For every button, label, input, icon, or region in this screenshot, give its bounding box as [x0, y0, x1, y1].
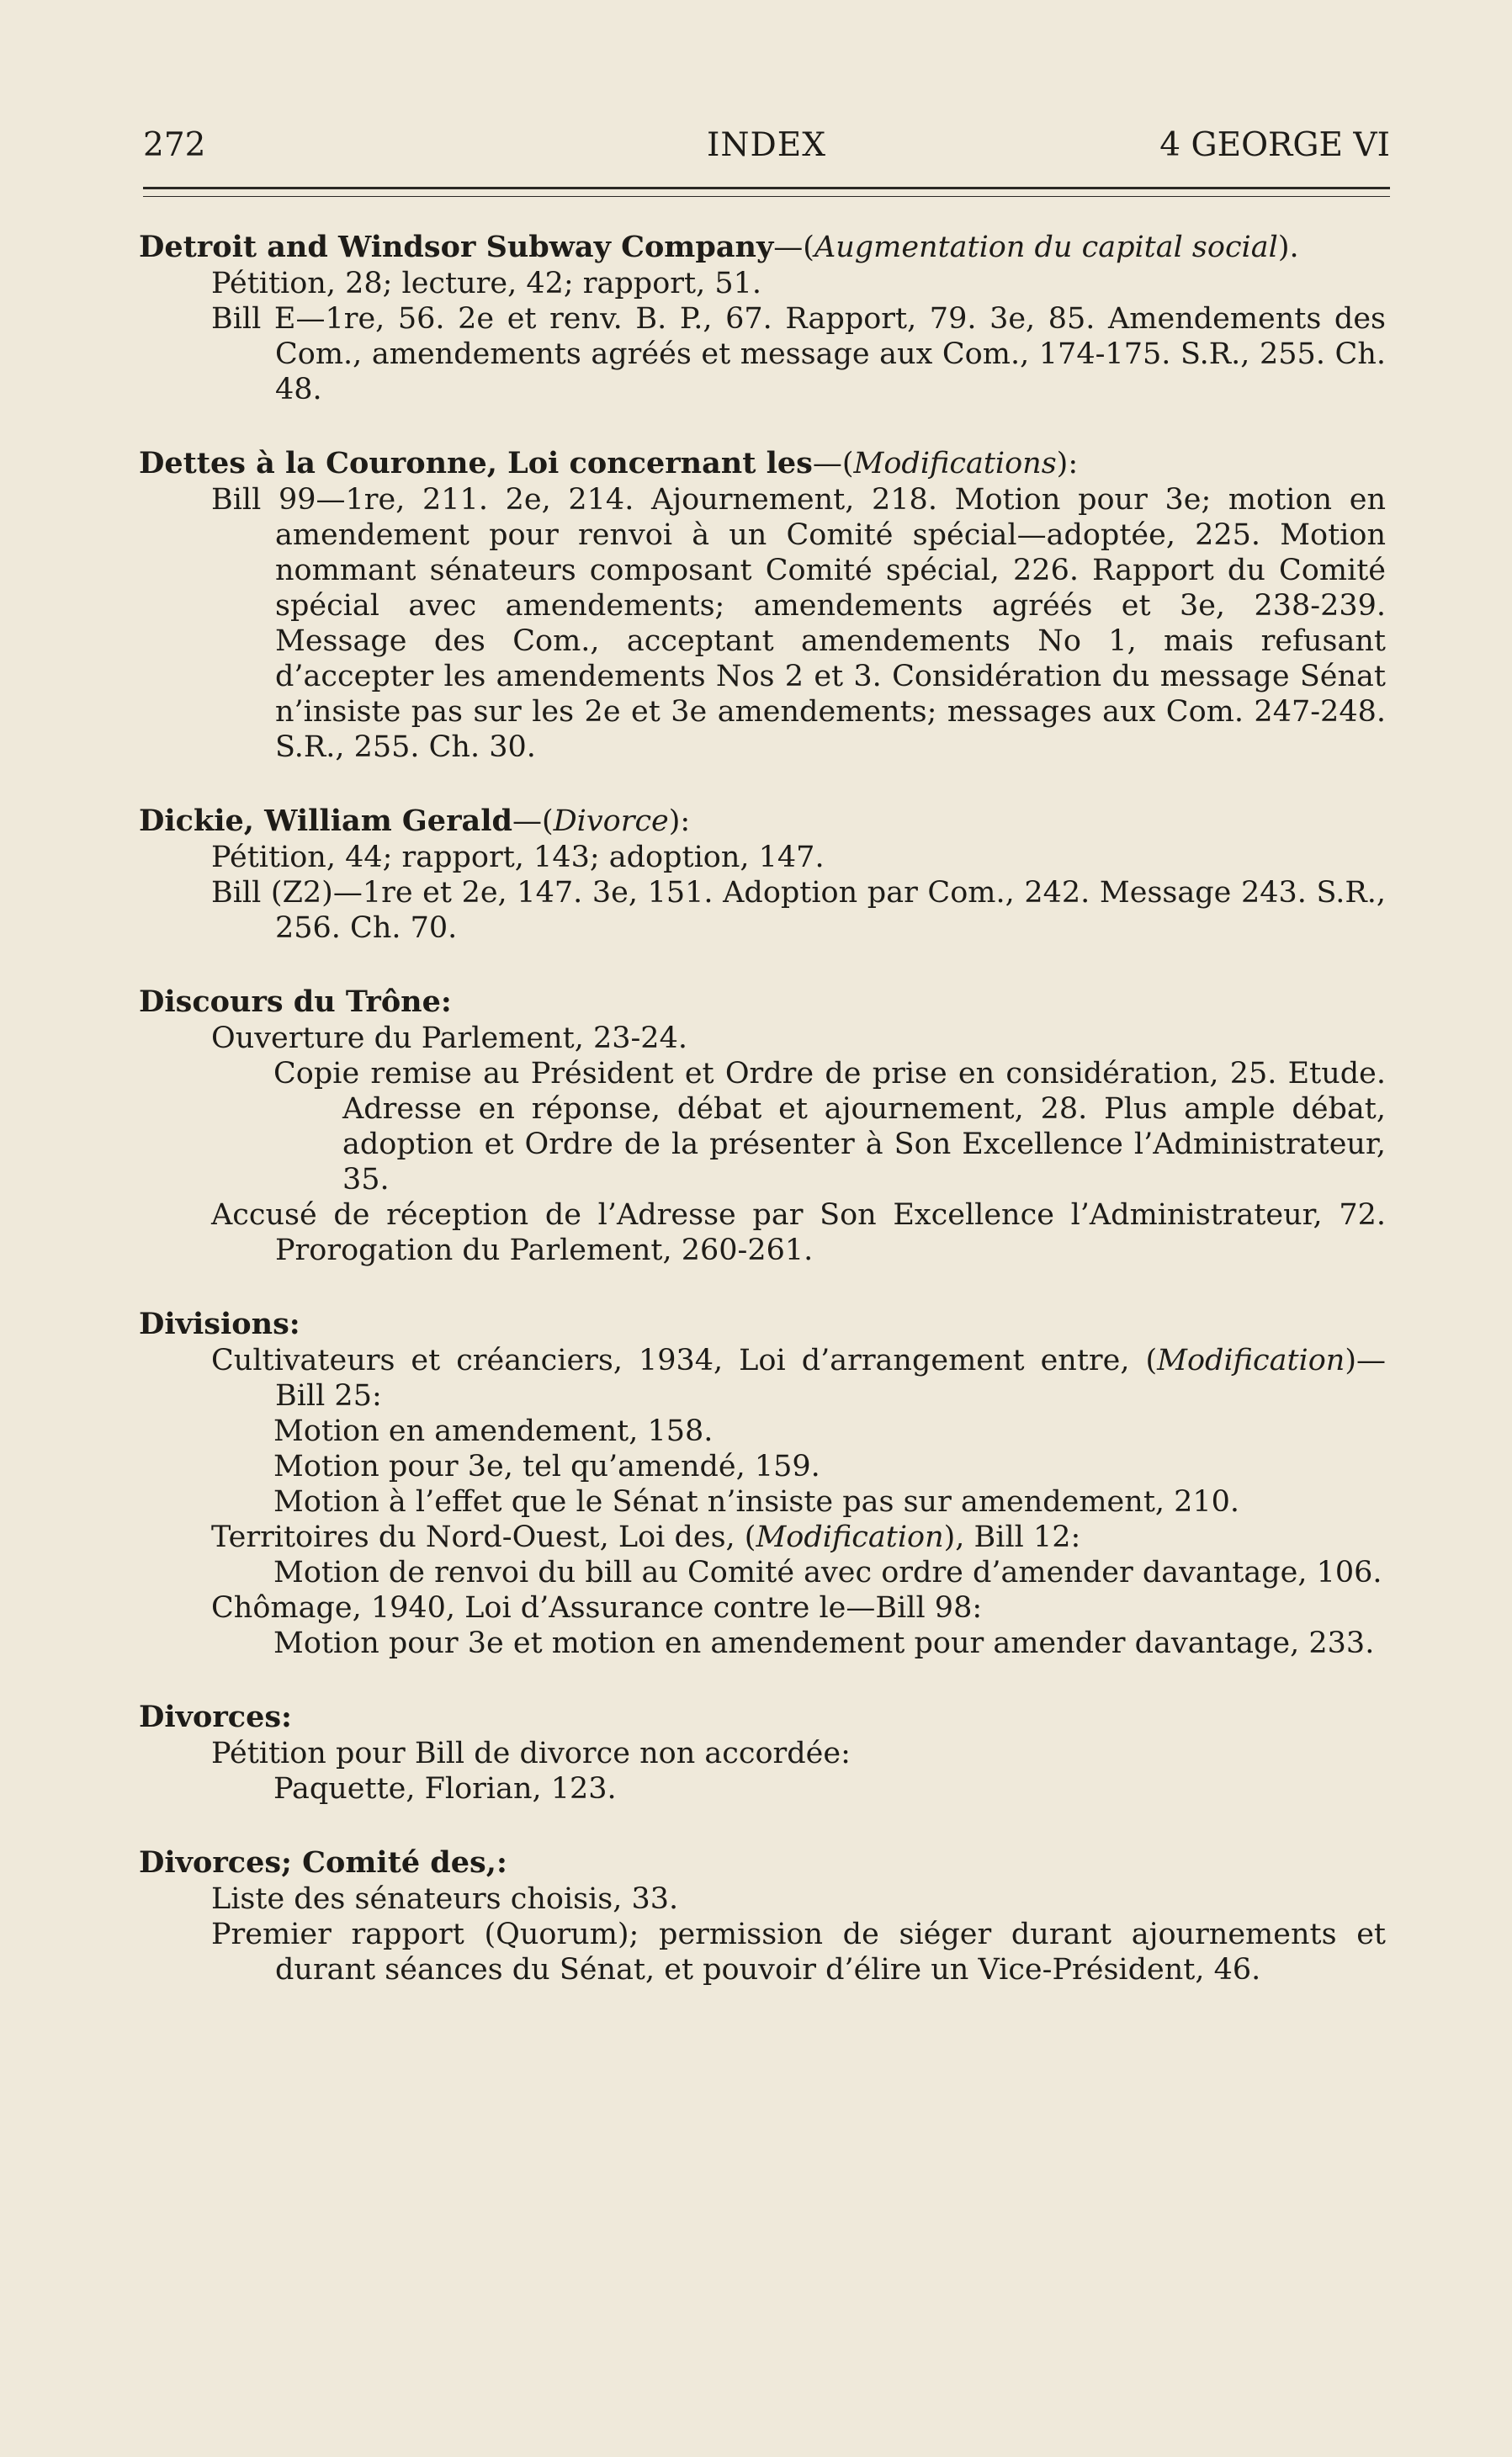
- entry-comite-divorces: [139, 1844, 1386, 1987]
- entry-dickie: [139, 803, 1386, 946]
- entry-title: Dettes à la Couronne, Loi concernant les: [139, 446, 813, 480]
- running-title: INDEX: [706, 126, 827, 164]
- entry-text: Cultivateurs et créanciers, 1934, Loi d’arrangement entre, (: [211, 1344, 1158, 1377]
- entry-line: [139, 1520, 1386, 1555]
- entry-end: ):: [668, 804, 691, 838]
- entry-discours: [139, 984, 1386, 1268]
- entry-title: Detroit and Windsor Subway Company: [139, 230, 774, 264]
- entry-line: [139, 1343, 1386, 1414]
- entry-title: Divorces; Comité des,:: [139, 1845, 507, 1880]
- entry-title: Dickie, William Gerald: [139, 804, 512, 838]
- entry-heading: [139, 1844, 1386, 1881]
- entry-line: Motion à l’effet que le Sénat n’insiste pas sur amendement, 210.: [273, 1485, 1240, 1519]
- header-rule: [143, 187, 1390, 197]
- entry-heading: [139, 803, 1386, 840]
- entry-text: )— Bill 25:: [275, 1344, 1386, 1413]
- entry-line: Pétition, 44; rapport, 143; adoption, 147.: [211, 841, 825, 874]
- entry-heading: [139, 1699, 1386, 1736]
- entry-end: ).: [1277, 231, 1299, 264]
- entry-sep: —(: [773, 231, 814, 264]
- entry-title: Divorces:: [139, 1700, 292, 1734]
- entry-line: Bill E—1re, 56. 2e et renv. B. P., 67. Rapport, 79. 3e, 85. Amendements des Com., amendements agréés et message aux Com., 174-175. S.R., 255. Ch. 48.: [211, 302, 1386, 406]
- entry-line: Chômage, 1940, Loi d’Assurance contre le—Bill 98:: [211, 1591, 983, 1625]
- entry-heading: [139, 984, 1386, 1021]
- entry-text: Territoires du Nord-Ouest, Loi des, (: [211, 1520, 756, 1554]
- entry-heading: [139, 445, 1386, 482]
- entry-sep: —(: [512, 804, 554, 838]
- page-header: [143, 126, 1390, 177]
- entry-line: Liste des sénateurs choisis, 33.: [211, 1882, 679, 1916]
- entry-line: Bill 99—1re, 211. 2e, 214. Ajournement, 218. Motion pour 3e; motion en amendement pour renvoi à un Comité spécial—adoptée, 225. Motion nommant sénateurs composant Comité spécial, 226. Rapport du Comité spécial avec amendements; amendements agréés et 3e, 238-239. Message des Com., acceptant amendements No 1, mais refusant d’accepter les amendements Nos 2 et 3. Considération du message Sénat n’insiste pas sur les 2e et 3e amendements; messages aux Com. 247-248. S.R., 255. Ch. 30.: [211, 483, 1386, 764]
- entry-line: Motion pour 3e et motion en amendement pour amender davantage, 233.: [273, 1627, 1375, 1660]
- entry-line: Pétition, 28; lecture, 42; rapport, 51.: [211, 267, 761, 300]
- entry-divorces: [139, 1699, 1386, 1807]
- page-number: 272: [143, 126, 206, 164]
- entry-italic: Modification: [756, 1520, 944, 1554]
- entry-dettes: [139, 445, 1386, 765]
- entry-sep: —(: [812, 447, 854, 480]
- entry-subtitle: Modifications: [853, 447, 1057, 480]
- entry-subtitle: Augmentation du capital social: [814, 231, 1278, 264]
- entry-end: ):: [1056, 447, 1079, 480]
- entry-line: Ouverture du Parlement, 23-24.: [211, 1022, 687, 1055]
- entry-subtitle: Divorce: [553, 804, 669, 838]
- entry-title: Discours du Trône:: [139, 984, 452, 1019]
- entry-line: Paquette, Florian, 123.: [273, 1772, 617, 1806]
- entry-line: Copie remise au Président et Ordre de prise en considération, 25. Etude. Adresse en réponse, débat et ajournement, 28. Plus ample débat, adoption et Ordre de la présenter à Son Excellence l’Administrateur, 35.: [273, 1057, 1386, 1197]
- index-content: [139, 229, 1386, 2025]
- entry-line: Bill (Z2)—1re et 2e, 147. 3e, 151. Adoption par Com., 242. Message 243. S.R., 256. Ch. 70.: [211, 876, 1386, 945]
- entry-line: Motion pour 3e, tel qu’amendé, 159.: [273, 1450, 820, 1483]
- entry-line: Accusé de réception de l’Adresse par Son Excellence l’Administrateur, 72. Prorogation du Parlement, 260-261.: [211, 1198, 1386, 1267]
- entry-title: Divisions:: [139, 1307, 300, 1341]
- entry-italic: Modification: [1157, 1344, 1345, 1377]
- entry-heading: [139, 229, 1386, 266]
- entry-text: ), Bill 12:: [943, 1520, 1081, 1554]
- entry-line: Premier rapport (Quorum); permission de siéger durant ajournements et durant séances du Sénat, et pouvoir d’élire un Vice-Président, 46.: [211, 1918, 1386, 1987]
- entry-divisions: [139, 1306, 1386, 1661]
- entry-line: Motion en amendement, 158.: [273, 1414, 714, 1448]
- entry-line: Motion de renvoi du bill au Comité avec ordre d’amender davantage, 106.: [273, 1556, 1382, 1589]
- entry-detroit: [139, 229, 1386, 407]
- volume-label: 4 GEORGE VI: [1159, 126, 1390, 164]
- entry-heading: [139, 1306, 1386, 1343]
- entry-line: Pétition pour Bill de divorce non accordée:: [211, 1737, 851, 1770]
